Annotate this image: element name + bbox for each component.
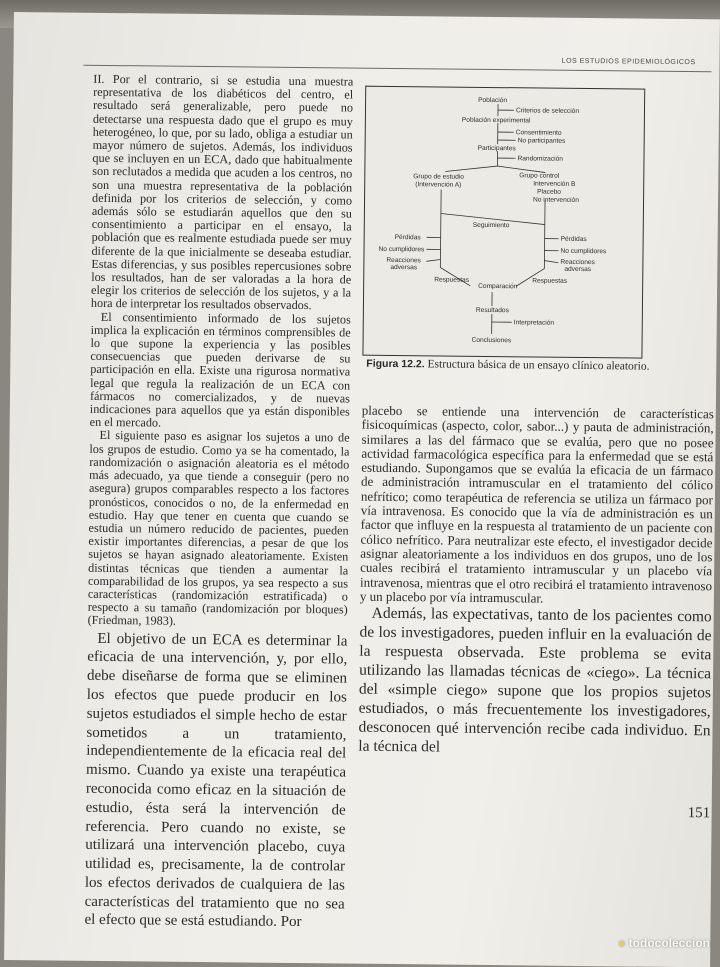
figure-caption [366, 358, 666, 374]
caption-label: Figura 12.2. [366, 358, 424, 371]
node-adversas-right: adversas [564, 266, 592, 273]
running-head [83, 53, 711, 73]
node-no-cumplidores-left: No cumplidores [378, 246, 425, 253]
node-perdidas-right: Pérdidas [561, 236, 588, 243]
node-placebo: Placebo [537, 188, 561, 195]
node-consentimiento: Consentimiento [516, 129, 562, 136]
node-intervencion-b: Intervención B [533, 180, 576, 187]
node-no-intervencion: No intervención [533, 196, 579, 203]
node-interpretacion: Interpretación [514, 319, 555, 326]
node-intervencion-a: (Intervención A) [415, 181, 461, 188]
node-participantes: Participantes [478, 145, 517, 152]
node-seguimiento: Seguimiento [473, 222, 510, 229]
node-adversas-left: adversas [390, 264, 418, 271]
paragraph-4: El objetivo de un ECA es determinar la eficacia de una intervención, y, por ello, debe diseñarse de forma que se eliminen los efectos que puede producir en los sujetos estudiados el simple hecho de estar sometidos a un tratamiento, independientemente de la eficacia real del mismo. Cuando ya existe una terapéutica reconocida como eficaz en la situación de estudio, ésta será la intervención de referencia. Pero cuando no existe, se utilizará una intervención placebo, cuya utilidad es, precisamente, la de controlar los efectos derivados de cualquiera de las características del tratamiento que no sea el efecto que se está estudiando. Por [84, 629, 347, 932]
node-grupo-control: Grupo control [519, 172, 560, 179]
paragraph-2: El consentimiento informado de los sujetos implica la explicación en términos comprensibles de lo que supone la experiencia y las posibles consecuencias que pueden derivarse de su participación en ella. Existe una rigurosa normativa legal que regula la realización de un ECA con fármacos no comercializados, y de nuevas indicaciones para aquellos que ya están disponibles en el mercado. [90, 310, 351, 432]
book-page [4, 12, 720, 967]
node-reacciones-right: Reacciones [560, 259, 595, 266]
watermark-logo [618, 936, 710, 950]
flow-diagram-figure [362, 86, 645, 359]
node-reacciones-left: Reacciones [386, 257, 421, 264]
caption-text: Estructura básica de un ensayo clínico aleatorio. [428, 358, 650, 372]
watermark-dot-icon: ● [618, 936, 629, 950]
node-comparacion: Comparación [478, 283, 518, 290]
node-criterios: Criterios de selección [516, 107, 579, 115]
node-poblacion: Población [478, 97, 507, 104]
paragraph-5: placebo se entiende una intervención de características fisicoquímicas (aspecto, color, sabor...) y pauta de administración, similares a las del fármaco que se evalúa, pero que no posee actividad farmacológica específica para la enfermedad que se está estudiando. Supongamos que se evalúa la eficacia de un fármaco de administración intramuscular en el tratamiento del cólico nefrítico; como terapéutica de referencia se utiliza un fármaco por vía intravenosa. Es conocido que la vía de administración es un factor que influye en la respuesta al tratamiento de un paciente con cólico nefrítico. Para neutralizar este efecto, el investigador decide asignar aleatoriamente a los individuos en dos grupos, uno de los cuales recibirá el tratamiento intramuscular y un placebo vía intravenosa, mientras que el otro recibirá el tratamiento intravenoso y un placebo por vía intramuscular. [360, 404, 714, 608]
node-grupo-estudio: Grupo de estudio [413, 173, 464, 181]
left-column [84, 73, 353, 933]
node-perdidas-left: Pérdidas [395, 234, 422, 241]
node-respuestas-right: Respuestas [532, 277, 568, 284]
node-conclusiones: Conclusiones [472, 337, 512, 344]
page-number: 151 [688, 805, 711, 822]
node-poblacion-experimental: Población experimental [462, 117, 531, 125]
right-column [358, 404, 714, 760]
node-respuestas-left: Respuestas [434, 276, 470, 283]
running-head-text: LOS ESTUDIOS EPIDEMIOLÓGICOS [562, 58, 696, 66]
node-resultados: Resultados [476, 307, 510, 314]
paragraph-6: Además, las expectativas, tanto de los pacientes como de los investigadores, pueden influir en la evaluación de la respuesta observada. Este problema se evita utilizando las llamadas técnicas de «ciego». La técnica del «simple ciego» supone que los propios sujetos estudiados, o más frecuentemente los investigadores, desconocen qué intervención recibe cada individuo. En la técnica del [358, 604, 712, 760]
node-no-participantes: No participantes [518, 137, 566, 145]
paragraph-1: II. Por el contrario, si se estudia una muestra representativa de los diabéticos del centro, el resultado será generalizable, pero puede no detectarse una respuesta dado que el grupo es muy heterogéneo, lo que, por su lado, obliga a estudiar un mayor número de sujetos. Además, los individuos que se incluyen en un ECA, dado que habitualmente son reclutados a medida que acuden a los centros, no son una muestra representativa de la población definida por los criterios de selección, y como además sólo se estudiarán aquellos que den su consentimiento a participar en el ensayo, la población que es realmente estudiada puede ser muy diferente de la que inicialmente se deseaba estudiar. Estas diferencias, y sus posibles repercusiones sobre los resultados, han de ser valoradas a la hora de elegir los criterios de selección de los sujetos, y a la hora de interpretar los resultados observados. [91, 73, 353, 313]
watermark-text: todocoleccion [629, 936, 710, 950]
paragraph-3: El siguiente paso es asignar los sujetos a uno de los grupos de estudio. Como ya se ha comentado, la randomización o asignación aleatoria es el método más adecuado, ya que tiende a conseguir (pero no asegura) grupos comparables respecto a los factores pronósticos, conocidos o no, de la enfermedad en estudio. Hay que tener en cuenta que cuando se estudia un número reducido de pacientes, pueden existir importantes diferencias, a pesar de que los sujetos se hayan asignado aleatoriamente. Existen distintas técnicas que tienden a aumentar la comparabilidad de los grupos, ya sea respecto a sus características (randomización estratificada) o respecto a su tamaño (randomización por bloques) (Friedman, 1983). [88, 429, 350, 630]
flow-diagram [363, 87, 644, 358]
node-no-cumplidores-right: No cumplidores [560, 248, 607, 255]
node-randomizacion: Randomización [517, 155, 563, 162]
